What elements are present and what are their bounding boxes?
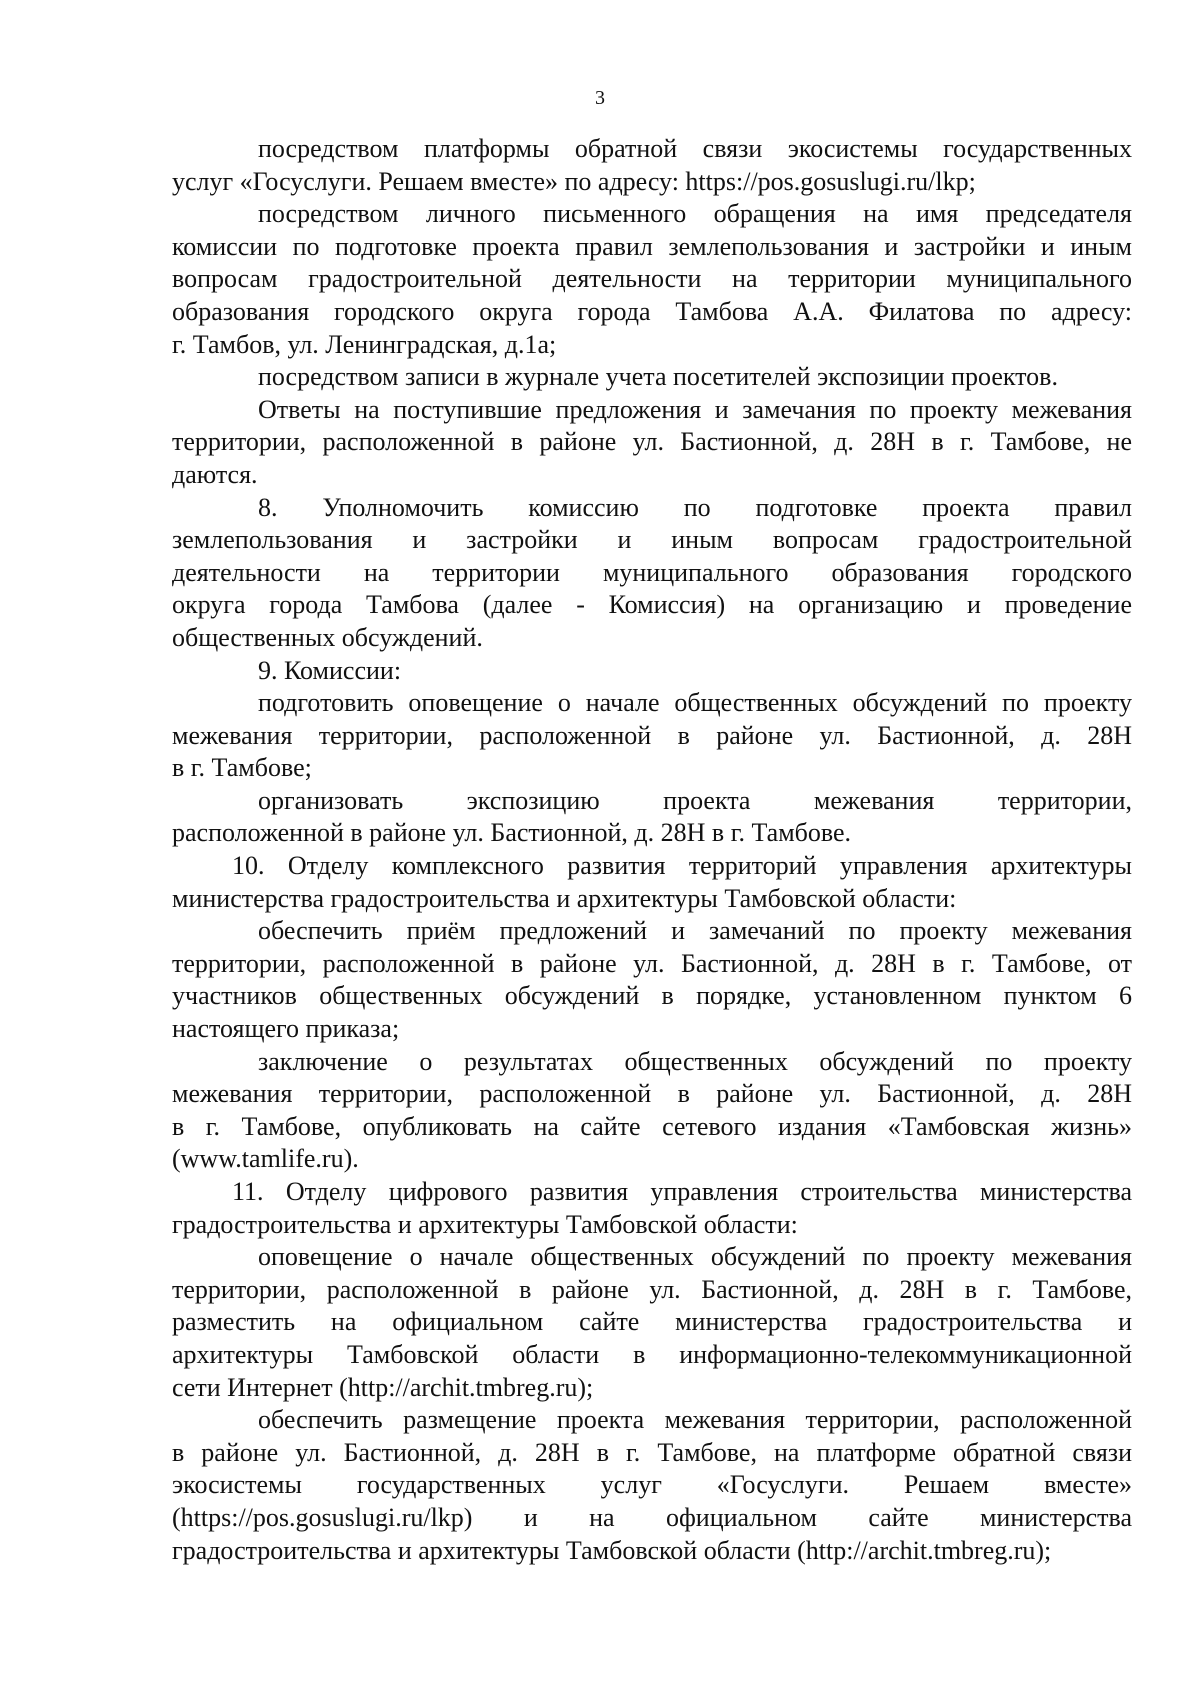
text-line: посредством записи в журнале учета посетителей экспозиции проектов. bbox=[258, 362, 1058, 392]
text-line: посредством платформы обратной связи экосистемы государственных bbox=[258, 134, 1132, 163]
text-line: градостроительства и архитектуры Тамбовской области (http://archit.tmbreg.ru); bbox=[172, 1535, 1052, 1565]
text-line: вопросам градостроительной деятельности на территории муниципального bbox=[172, 264, 1132, 294]
text-line: настоящего приказа; bbox=[172, 1014, 400, 1044]
text-line: в г. Тамбове, опубликовать на сайте сетевого издания «Тамбовская жизнь» bbox=[172, 1111, 1132, 1141]
text-line: сети Интернет (http://archit.tmbreg.ru); bbox=[172, 1372, 594, 1402]
text-line: 10. Отделу комплексного развития территорий управления архитектуры bbox=[232, 851, 1132, 881]
text-line: в г. Тамбове; bbox=[172, 753, 312, 783]
text-line: общественных обсуждений. bbox=[172, 622, 483, 652]
text-line: Ответы на поступившие предложения и замечания по проекту межевания bbox=[258, 394, 1132, 424]
text-line: организовать экспозицию проекта межевания территории, bbox=[258, 785, 1132, 815]
text-line: 11. Отделу цифрового развития управления строительства министерства bbox=[232, 1177, 1132, 1206]
text-line: землепользования и застройки и иным вопросам градостроительной bbox=[172, 525, 1132, 555]
text-line: (www.tamlife.ru). bbox=[172, 1144, 359, 1174]
text-line: даются. bbox=[172, 459, 258, 489]
text-line: министерства градостроительства и архитектуры Тамбовской области: bbox=[172, 883, 957, 913]
text-line: г. Тамбов, ул. Ленинградская, д.1а; bbox=[172, 329, 557, 359]
text-line: градостроительства и архитектуры Тамбовской области: bbox=[172, 1209, 798, 1239]
text-line: межевания территории, расположенной в районе ул. Бастионной, д. 28Н bbox=[172, 1079, 1132, 1109]
text-line: комиссии по подготовке проекта правил землепользования и застройки и иным bbox=[172, 231, 1132, 261]
document-body bbox=[172, 133, 1132, 1567]
text-line: обеспечить размещение проекта межевания территории, расположенной bbox=[258, 1405, 1132, 1435]
text-line: территории, расположенной в районе ул. Бастионной, д. 28Н в г. Тамбове, bbox=[172, 1274, 1132, 1304]
text-line: образования городского округа города Тамбова А.А. Филатова по адресу: bbox=[172, 296, 1132, 326]
text-line: округа города Тамбова (далее - Комиссия) на организацию и проведение bbox=[172, 590, 1132, 620]
text-line: разместить на официальном сайте министерства градостроительства и bbox=[172, 1307, 1132, 1337]
text-line: экосистемы государственных услуг «Госуслуги. Решаем вместе» bbox=[172, 1470, 1132, 1500]
text-line: участников общественных обсуждений в порядке, установленном пунктом 6 bbox=[172, 981, 1132, 1011]
text-line: межевания территории, расположенной в районе ул. Бастионной, д. 28Н bbox=[172, 720, 1132, 750]
text-line: 8. Уполномочить комиссию по подготовке проекта правил bbox=[258, 492, 1132, 522]
text-line: деятельности на территории муниципального образования городского bbox=[172, 557, 1132, 587]
text-line: подготовить оповещение о начале общественных обсуждений по проекту bbox=[258, 688, 1132, 718]
text-line: 9. Комиссии: bbox=[258, 655, 402, 685]
text-line: посредством личного письменного обращения на имя председателя bbox=[258, 199, 1132, 229]
text-line: услуг «Госуслуги. Решаем вместе» по адресу: https://pos.gosuslugi.ru/lkp; bbox=[172, 166, 976, 196]
page-number: 3 bbox=[595, 87, 605, 109]
text-line: расположенной в районе ул. Бастионной, д. 28Н в г. Тамбове. bbox=[172, 818, 852, 848]
text-line: обеспечить приём предложений и замечаний по проекту межевания bbox=[258, 916, 1132, 946]
text-line: архитектуры Тамбовской области в информационно-телекоммуникационной bbox=[172, 1339, 1132, 1369]
text-line: территории, расположенной в районе ул. Бастионной, д. 28Н в г. Тамбове, от bbox=[172, 948, 1132, 978]
text-line: (https://pos.gosuslugi.ru/lkp) и на официальном сайте министерства bbox=[172, 1502, 1132, 1532]
text-line: оповещение о начале общественных обсуждений по проекту межевания bbox=[258, 1242, 1132, 1272]
text-line: заключение о результатах общественных обсуждений по проекту bbox=[258, 1046, 1132, 1076]
text-line: территории, расположенной в районе ул. Бастионной, д. 28Н в г. Тамбове, не bbox=[172, 427, 1132, 457]
text-line: в районе ул. Бастионной, д. 28Н в г. Тамбове, на платформе обратной связи bbox=[172, 1437, 1132, 1467]
